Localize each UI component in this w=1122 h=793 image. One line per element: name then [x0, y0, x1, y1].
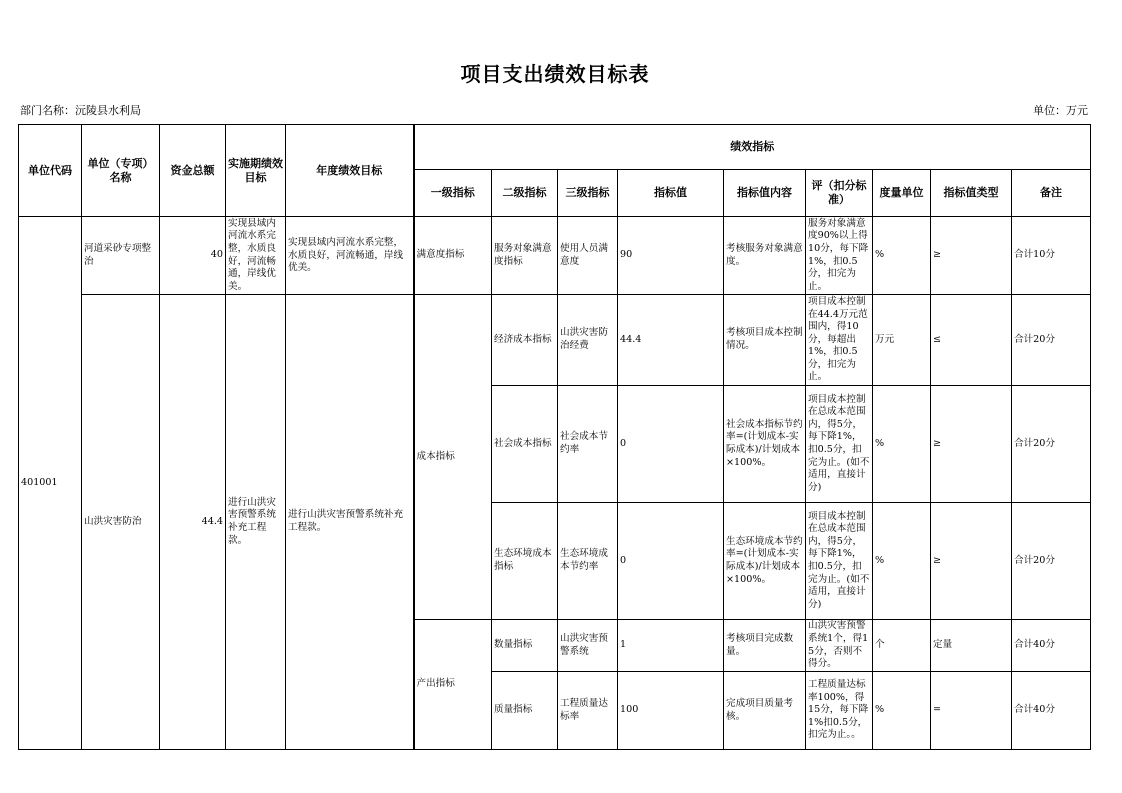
score-cell: 工程质量达标率100%，得15分，每下降1%扣0.5分，扣完为止。。	[806, 672, 873, 750]
header-annual-goal: 年度绩效目标	[286, 125, 414, 217]
value-cell: 90	[618, 217, 724, 295]
note-cell: 合计20分	[1012, 295, 1091, 386]
department-name: 部门名称：沅陵县水利局	[20, 104, 141, 117]
value-cell: 0	[618, 503, 724, 620]
header-score: 评（扣分标准）	[806, 170, 873, 217]
note-cell: 合计10分	[1012, 217, 1091, 295]
header-level2: 二级指标	[492, 170, 558, 217]
content-cell: 考核服务对象满意度。	[724, 217, 806, 295]
project-total: 44.4	[160, 295, 226, 750]
note-cell: 合计40分	[1012, 620, 1091, 672]
level2-cell: 质量指标	[492, 672, 558, 750]
level2-cell: 服务对象满意度指标	[492, 217, 558, 295]
measure-cell: %	[873, 672, 931, 750]
value-cell: 0	[618, 386, 724, 503]
content-cell: 考核项目完成数量。	[724, 620, 806, 672]
note-cell: 合计20分	[1012, 503, 1091, 620]
measure-cell: %	[873, 503, 931, 620]
level3-cell: 生态环境成本节约率	[558, 503, 618, 620]
score-cell: 项目成本控制在总成本范围内，得5分，每下降1%，扣0.5分，扣完为止。(如不适用，直接计分)	[806, 503, 873, 620]
note-cell: 合计40分	[1012, 672, 1091, 750]
content-cell: 考核项目成本控制情况。	[724, 295, 806, 386]
header-performance: 绩效指标	[414, 125, 1091, 170]
annual-goal: 实现县域内河流水系完整，水质良好，河流畅通，岸线优美。	[286, 217, 414, 295]
header-total: 资金总额	[160, 125, 226, 217]
level2-cell: 社会成本指标	[492, 386, 558, 503]
type-cell: ≥	[931, 503, 1012, 620]
header-type: 指标值类型	[931, 170, 1012, 217]
content-cell: 社会成本指标节约率=(计划成本-实际成本)/计划成本×100%。	[724, 386, 806, 503]
table-row	[19, 217, 1091, 295]
project-name: 山洪灾害防治	[82, 295, 160, 750]
unit-code-cell: 401001	[19, 217, 82, 750]
currency-unit: 单位：万元	[1033, 104, 1088, 117]
content-cell: 生态环境成本节约率=(计划成本-实际成本)/计划成本×100%。	[724, 503, 806, 620]
type-cell: ≥	[931, 217, 1012, 295]
type-cell: =	[931, 672, 1012, 750]
score-cell: 项目成本控制在总成本范围内，得5分，每下降1%，扣0.5分，扣完为止。(如不适用，直接计分)	[806, 386, 873, 503]
value-cell: 44.4	[618, 295, 724, 386]
header-content: 指标值内容	[724, 170, 806, 217]
header-value: 指标值	[618, 170, 724, 217]
header-period-goal: 实施期绩效目标	[226, 125, 286, 217]
table-row	[19, 295, 1091, 386]
measure-cell: 万元	[873, 295, 931, 386]
measure-cell: 个	[873, 620, 931, 672]
header-note: 备注	[1012, 170, 1091, 217]
content-cell: 完成项目质量考核。	[724, 672, 806, 750]
header-level3: 三级指标	[558, 170, 618, 217]
type-cell: ≤	[931, 295, 1012, 386]
level3-cell: 工程质量达标率	[558, 672, 618, 750]
level3-cell: 使用人员满意度	[558, 217, 618, 295]
annual-goal: 进行山洪灾害预警系统补充工程款。	[286, 295, 414, 750]
level3-cell: 社会成本节约率	[558, 386, 618, 503]
performance-table	[18, 124, 1091, 750]
header-unit-name: 单位（专项）名称	[82, 125, 160, 217]
header-level1: 一级指标	[414, 170, 492, 217]
period-goal: 进行山洪灾害预警系统补充工程款。	[226, 295, 286, 750]
level3-cell: 山洪灾害防治经费	[558, 295, 618, 386]
level1-cell: 满意度指标	[414, 217, 492, 295]
project-total: 40	[160, 217, 226, 295]
level2-cell: 生态环境成本指标	[492, 503, 558, 620]
level2-cell: 经济成本指标	[492, 295, 558, 386]
value-cell: 100	[618, 672, 724, 750]
measure-cell: %	[873, 217, 931, 295]
type-cell: 定量	[931, 620, 1012, 672]
type-cell: ≥	[931, 386, 1012, 503]
page-title: 项目支出绩效目标表	[460, 62, 650, 86]
period-goal: 实现县域内河流水系完整，水质良好，河流畅通，岸线优美。	[226, 217, 286, 295]
value-cell: 1	[618, 620, 724, 672]
header-measure: 度量单位	[873, 170, 931, 217]
header-unit-code: 单位代码	[19, 125, 82, 217]
level1-cell: 成本指标	[414, 295, 492, 620]
score-cell: 项目成本控制在44.4万元范围内，得10分，每超出1%，扣0.5分，扣完为止。	[806, 295, 873, 386]
level3-cell: 山洪灾害预警系统	[558, 620, 618, 672]
score-cell: 山洪灾害预警系统1个，得15分，否则不得分。	[806, 620, 873, 672]
level2-cell: 数量指标	[492, 620, 558, 672]
note-cell: 合计20分	[1012, 386, 1091, 503]
project-name: 河道采砂专项整治	[82, 217, 160, 295]
level1-cell: 产出指标	[414, 620, 492, 750]
measure-cell: %	[873, 386, 931, 503]
score-cell: 服务对象满意度90%以上得10分，每下降1%，扣0.5分，扣完为止。	[806, 217, 873, 295]
